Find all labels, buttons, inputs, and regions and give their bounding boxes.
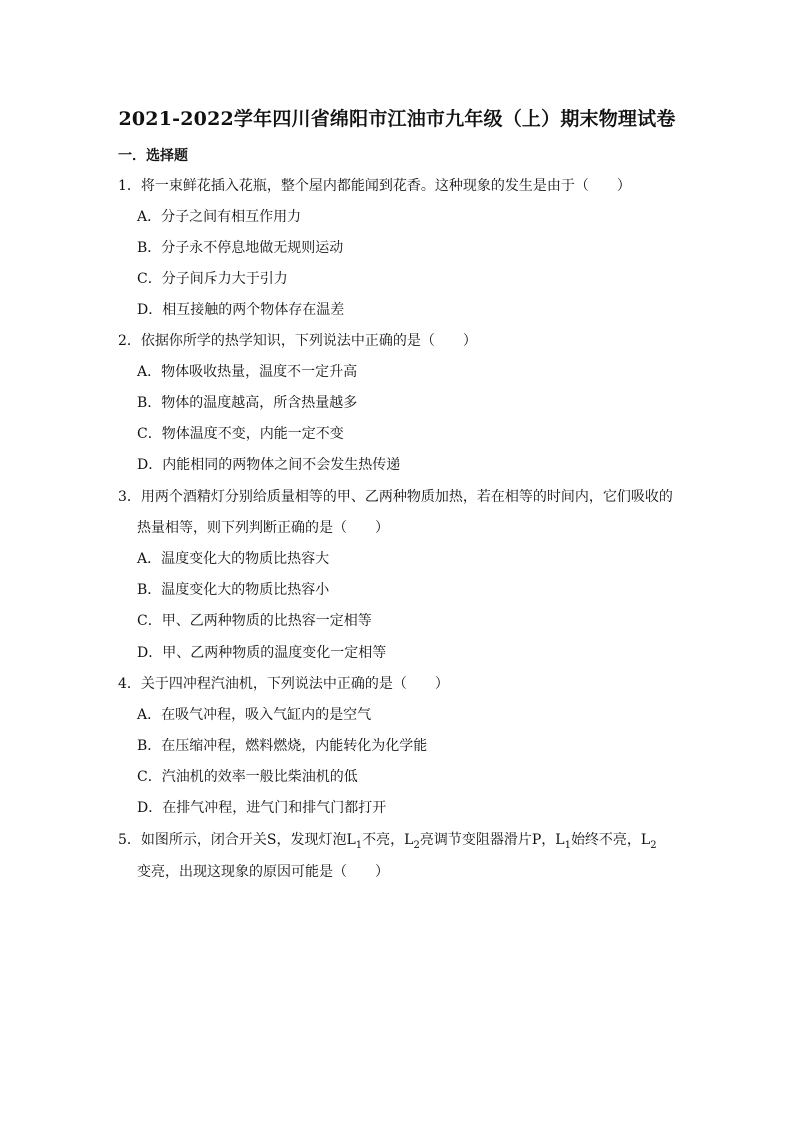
question-1-stem: 1．将一束鲜花插入花瓶，整个屋内都能闻到花香。这种现象的发生是由于（ ） [118, 178, 631, 194]
q5-subscript-2: 2 [413, 840, 420, 851]
question-1-option-c[interactable]: C．分子间斥力大于引力 [137, 271, 288, 287]
question-3-option-c[interactable]: C．甲、乙两种物质的比热容一定相等 [137, 613, 372, 629]
question-4-option-c[interactable]: C．汽油机的效率一般比柴油机的低 [137, 769, 358, 785]
q5-text-1: 5．如图所示，闭合开关S，发现灯泡L [118, 832, 356, 848]
question-4-stem: 4．关于四冲程汽油机，下列说法中正确的是（ ） [118, 676, 449, 692]
question-2-option-b[interactable]: B．物体的温度越高，所含热量越多 [137, 395, 358, 411]
section-heading: 一．选择题 [118, 148, 188, 164]
question-4-option-a[interactable]: A．在吸气冲程，吸入气缸内的是空气 [137, 707, 372, 723]
question-3-stem-continued: 热量相等，则下列判断正确的是（ ） [137, 520, 389, 536]
question-1-option-b[interactable]: B．分子永不停息地做无规则运动 [137, 240, 344, 256]
q5-text-3: 亮调节变阻器滑片P，L [419, 832, 565, 848]
question-4-option-b[interactable]: B．在压缩冲程，燃料燃烧，内能转化为化学能 [137, 738, 428, 754]
q5-subscript-4: 2 [650, 840, 657, 851]
q5-text-4: 始终不亮，L [570, 832, 651, 848]
question-5-stem-continued: 变亮，出现这现象的原因可能是（ ） [137, 864, 389, 880]
question-3-option-d[interactable]: D．甲、乙两种物质的温度变化一定相等 [137, 645, 387, 661]
question-3-option-b[interactable]: B．温度变化大的物质比热容小 [137, 582, 330, 598]
question-3-option-a[interactable]: A．温度变化大的物质比热容大 [137, 551, 330, 567]
page-title: 2021-2022学年四川省绵阳市江油市九年级（上）期末物理试卷 [118, 108, 676, 130]
question-2-option-c[interactable]: C．物体温度不变，内能一定不变 [137, 426, 344, 442]
q5-subscript-3: 1 [564, 840, 571, 851]
question-5-stem [118, 830, 657, 852]
question-1-option-a[interactable]: A．分子之间有相互作用力 [137, 209, 302, 225]
question-4-option-d[interactable]: D．在排气冲程，进气门和排气门都打开 [137, 800, 387, 816]
question-2-option-a[interactable]: A．物体吸收热量，温度不一定升高 [137, 364, 358, 380]
q5-subscript-1: 1 [355, 840, 363, 851]
question-2-stem: 2．依据你所学的热学知识，下列说法中正确的是（ ） [118, 333, 477, 349]
q5-text-2: 不亮，L [362, 832, 414, 848]
question-2-option-d[interactable]: D．内能相同的两物体之间不会发生热传递 [137, 457, 401, 473]
question-3-stem: 3．用两个酒精灯分别给质量相等的甲、乙两种物质加热，若在相等的时间内，它们吸收的 [118, 489, 673, 505]
question-1-option-d[interactable]: D．相互接触的两个物体存在温差 [137, 302, 345, 318]
